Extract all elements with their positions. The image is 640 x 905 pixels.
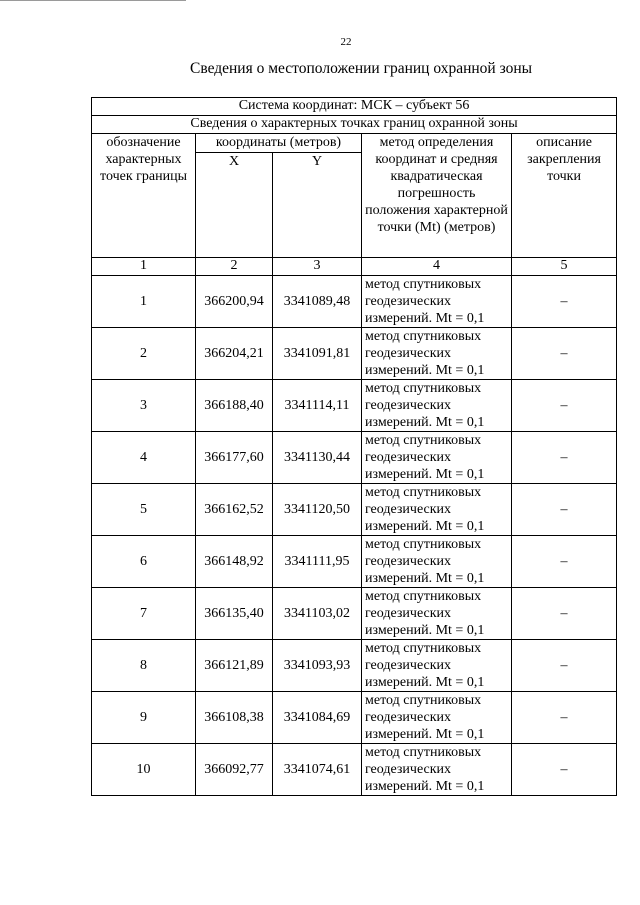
table-row	[92, 380, 617, 432]
method-cell: метод спутниковых геодезических измерений. Mt = 0,1	[362, 588, 512, 640]
coord-y: 3341093,93	[273, 640, 362, 692]
coord-y: 3341089,48	[273, 276, 362, 328]
column-number-3: 3	[273, 258, 362, 276]
table-row	[92, 640, 617, 692]
coord-x: 366204,21	[196, 328, 273, 380]
table-row	[92, 276, 617, 328]
description-cell: –	[512, 328, 617, 380]
point-number: 5	[92, 484, 196, 536]
column-number-4: 4	[362, 258, 512, 276]
point-number: 1	[92, 276, 196, 328]
table-row	[92, 484, 617, 536]
method-cell: метод спутниковых геодезических измерений. Mt = 0,1	[362, 380, 512, 432]
coord-x: 366200,94	[196, 276, 273, 328]
point-number: 8	[92, 640, 196, 692]
description-cell: –	[512, 484, 617, 536]
description-cell: –	[512, 692, 617, 744]
method-cell: метод спутниковых геодезических измерений. Mt = 0,1	[362, 692, 512, 744]
header-coords: координаты (метров)	[196, 134, 362, 153]
header-method: метод определения координат и средняя квадратическая погрешность положения характерной точки (Mt) (метров)	[362, 134, 512, 258]
point-number: 3	[92, 380, 196, 432]
coord-x: 366188,40	[196, 380, 273, 432]
description-cell: –	[512, 744, 617, 796]
description-cell: –	[512, 640, 617, 692]
header-point: обозначение характерных точек границы	[92, 134, 196, 258]
coord-y: 3341114,11	[273, 380, 362, 432]
coord-x: 366177,60	[196, 432, 273, 484]
coord-y: 3341074,61	[273, 744, 362, 796]
description-cell: –	[512, 588, 617, 640]
header-description: описание закрепления точки	[512, 134, 617, 258]
table-row	[92, 328, 617, 380]
method-cell: метод спутниковых геодезических измерений. Mt = 0,1	[362, 276, 512, 328]
method-cell: метод спутниковых геодезических измерений. Mt = 0,1	[362, 484, 512, 536]
coordinates-table	[91, 97, 617, 796]
method-cell: метод спутниковых геодезических измерений. Mt = 0,1	[362, 744, 512, 796]
coord-y: 3341120,50	[273, 484, 362, 536]
coord-x: 366121,89	[196, 640, 273, 692]
description-cell: –	[512, 536, 617, 588]
top-rule	[0, 0, 186, 1]
coord-x: 366135,40	[196, 588, 273, 640]
coord-x: 366162,52	[196, 484, 273, 536]
method-cell: метод спутниковых геодезических измерений. Mt = 0,1	[362, 432, 512, 484]
point-number: 9	[92, 692, 196, 744]
description-cell: –	[512, 380, 617, 432]
coord-y: 3341103,02	[273, 588, 362, 640]
point-number: 4	[92, 432, 196, 484]
point-number: 10	[92, 744, 196, 796]
description-cell: –	[512, 432, 617, 484]
column-number-2: 2	[196, 258, 273, 276]
coordinate-system-header: Система координат: МСК – субъект 56	[92, 98, 617, 116]
point-number: 2	[92, 328, 196, 380]
header-x: X	[196, 153, 273, 258]
coord-x: 366092,77	[196, 744, 273, 796]
method-cell: метод спутниковых геодезических измерений. Mt = 0,1	[362, 640, 512, 692]
coord-y: 3341111,95	[273, 536, 362, 588]
coord-x: 366108,38	[196, 692, 273, 744]
table-row	[92, 536, 617, 588]
section-header: Сведения о характерных точках границ охранной зоны	[92, 116, 617, 134]
point-number: 7	[92, 588, 196, 640]
coord-x: 366148,92	[196, 536, 273, 588]
header-y: Y	[273, 153, 362, 258]
page-number: 22	[340, 36, 352, 48]
method-cell: метод спутниковых геодезических измерений. Mt = 0,1	[362, 328, 512, 380]
description-cell: –	[512, 276, 617, 328]
point-number: 6	[92, 536, 196, 588]
table-row	[92, 432, 617, 484]
coord-y: 3341084,69	[273, 692, 362, 744]
column-number-5: 5	[512, 258, 617, 276]
document-title: Сведения о местоположении границ охранной зоны	[190, 60, 533, 77]
method-cell: метод спутниковых геодезических измерений. Mt = 0,1	[362, 536, 512, 588]
coord-y: 3341091,81	[273, 328, 362, 380]
table-row	[92, 744, 617, 796]
column-number-1: 1	[92, 258, 196, 276]
coord-y: 3341130,44	[273, 432, 362, 484]
table-row	[92, 588, 617, 640]
table-row	[92, 692, 617, 744]
